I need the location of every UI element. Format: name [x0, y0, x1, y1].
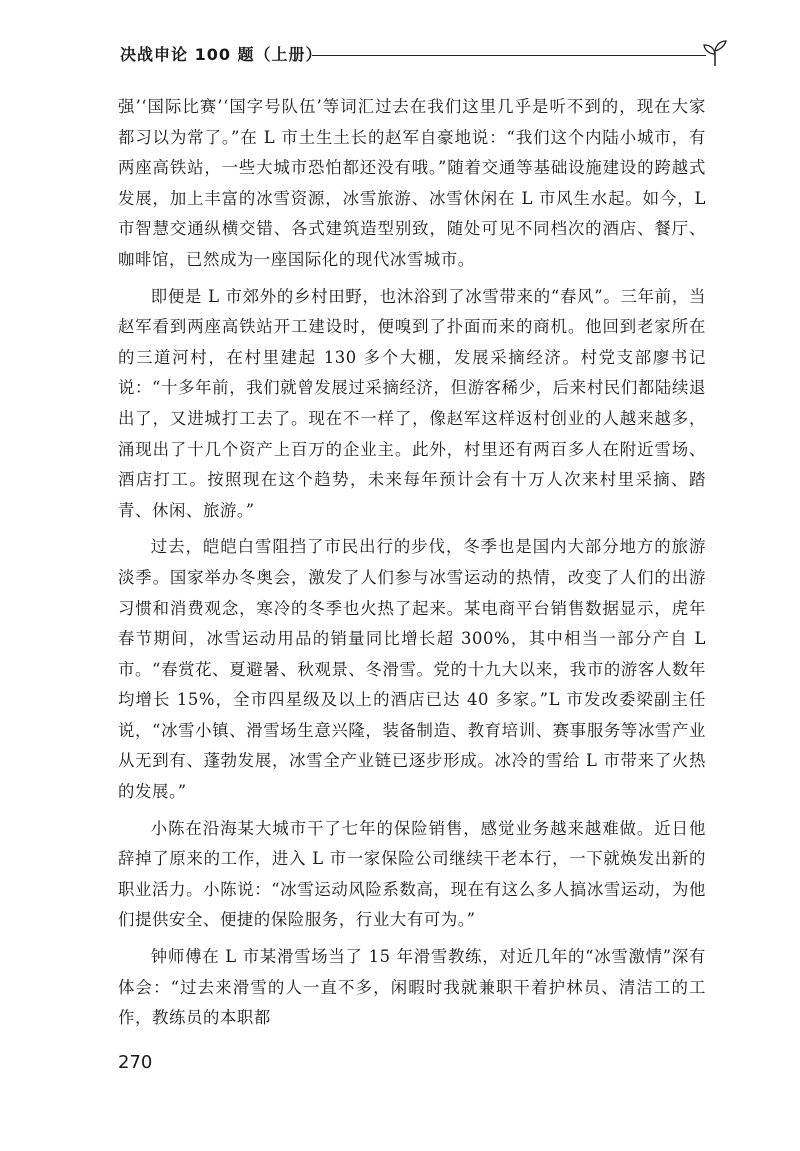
paragraph: 强’‘国际比赛’‘国字号队伍’等词汇过去在我们这里几乎是听不到的，现在大家都习以为常了。”在 L 市土生土长的赵军自豪地说：“我们这个内陆小城市，有两座高铁站，一些大城市恐怕都还没有哦。”随着交通等基础设施建设的跨越式发展，加上丰富的冰雪资源，冰雪旅游、冰雪休闲在 L 市风生水起。如今，L 市智慧交通纵横交错、各式建筑造型别致，随处可见不同档次的酒店、餐厅、咖啡馆，已然成为一座国际化的现代冰雪城市。: [118, 97, 706, 269]
paragraph: 过去，皑皑白雪阻挡了市民出行的步伐，冬季也是国内大部分地方的旅游淡季。国家举办冬奥会，激发了人们参与冰雪运动的热情，改变了人们的出游习惯和消费观念，寒冷的冬季也火热了起来。某电商平台销售数据显示，虎年春节期间，冰雪运动用品的销量同比增长超 300%，其中相当一部分产自 L 市。“春赏花、夏避暑、秋观景、冬滑雪。党的十九大以来，我市的游客人数年均增长 15%，全市四星级及以上的酒店已达 40 多家。”L 市发改委梁副主任说，“冰雪小镇、滑雪场生意兴隆，装备制造、教育培训、赛事服务等冰雪产业从无到有、蓬勃发展，冰雪全产业链已逐步形成。冰冷的雪给 L 市带来了火热的发展。”: [118, 537, 706, 802]
paragraph: 钟师傅在 L 市某滑雪场当了 15 年滑雪教练，对近几年的“冰雪激情”深有体会：“过去来滑雪的人一直不多，闲暇时我就兼职干着护林员、清洁工的工作，教练员的本职都: [118, 947, 706, 1028]
article-body: [118, 92, 706, 1040]
paragraph: 小陈在沿海某大城市干了七年的保险销售，感觉业务越来越难做。近日他辞掉了原来的工作，进入 L 市一家保险公司继续干老本行，一下就焕发出新的职业活力。小陈说：“冰雪运动风险系数高，现在有这么多人搞冰雪运动，为他们提供安全、便捷的保险服务，行业大有可为。”: [118, 818, 706, 930]
running-header: [120, 38, 730, 72]
page-number: 270: [118, 1052, 153, 1073]
sprout-icon: [700, 38, 730, 68]
paragraph: 即便是 L 市郊外的乡村田野，也沐浴到了冰雪带来的“春风”。三年前，当赵军看到两座高铁站开工建设时，便嗅到了扑面而来的商机。他回到老家所在的三道河村，在村里建起 130 多个大棚，发展采摘经济。村党支部廖书记说：“十多年前，我们就曾发展过采摘经济，但游客稀少，后来村民们都陆续退出了，又进城打工去了。现在不一样了，像赵军这样返村创业的人越来越多，涌现出了十几个资产上百万的企业主。此外，村里还有两百多人在附近雪场、酒店打工。按照现在这个趋势，未来每年预计会有十万人次来村里采摘、踏青、休闲、旅游。”: [118, 286, 706, 520]
book-title: 决战申论 100 题（上册）: [120, 45, 323, 64]
header-divider: [312, 55, 706, 56]
